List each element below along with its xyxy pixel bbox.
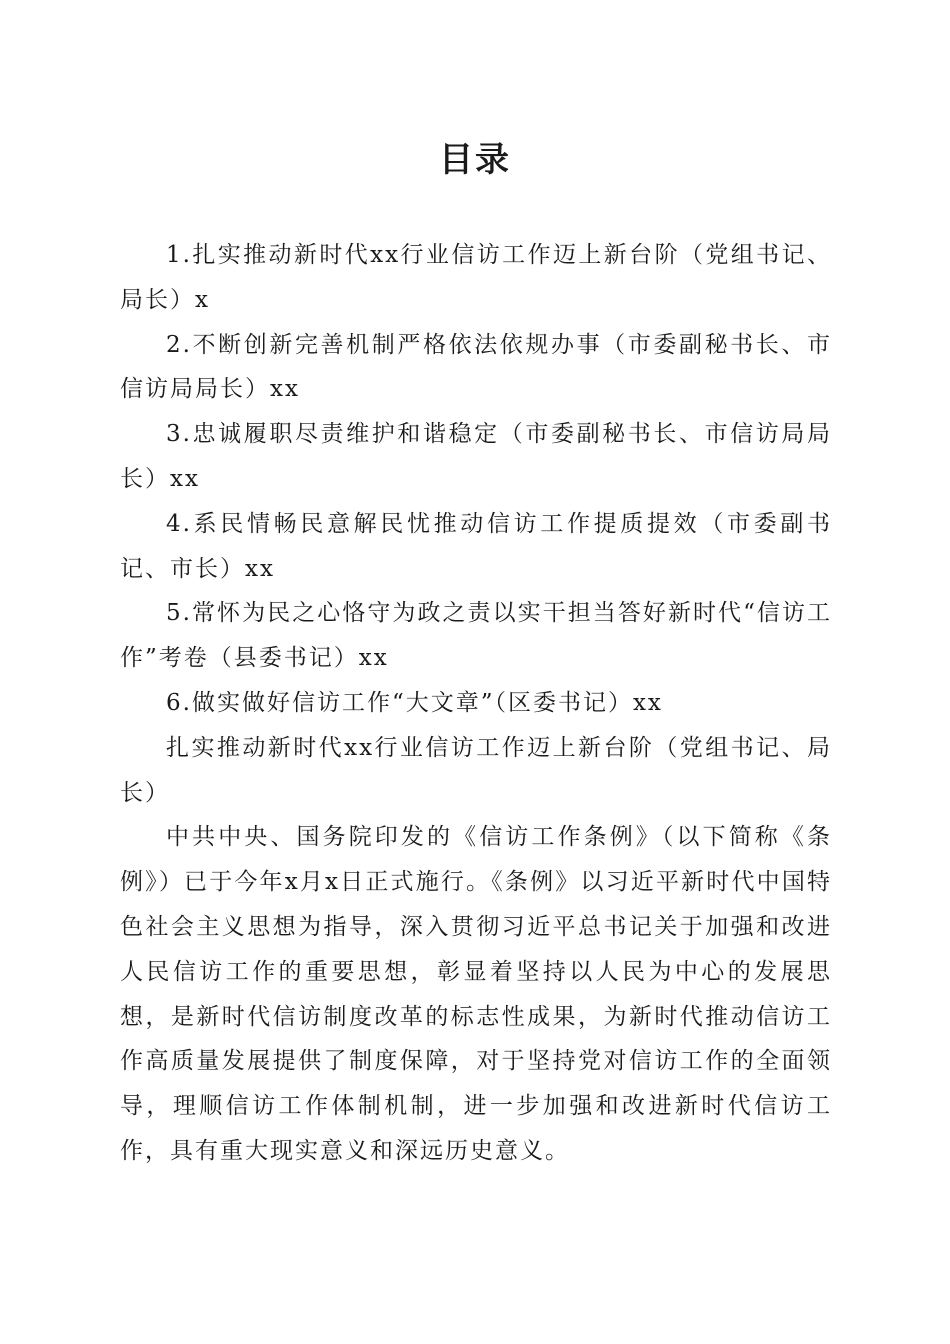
toc-item-4: 4.系民情畅民意解民忧推动信访工作提质提效（市委副书记、市长）xx — [120, 510, 832, 582]
toc-item-5: 5.常怀为民之心恪守为政之责以实干担当答好新时代“信访工作”考卷（县委书记）xx — [120, 600, 832, 672]
toc-item-3: 3.忠诚履职尽责维护和谐稳定（市委副秘书长、市信访局局长）xx — [120, 421, 832, 492]
document-body — [120, 233, 832, 1174]
article-heading: 扎实推动新时代xx行业信访工作迈上新台阶（党组书记、局长） — [120, 734, 832, 806]
toc-item-2: 2.不断创新完善机制严格依法依规办事（市委副秘书长、市信访局局长）xx — [120, 331, 832, 403]
page-title: 目录 — [439, 140, 511, 180]
toc-item-1: 1.扎实推动新时代xx行业信访工作迈上新台阶（党组书记、局长）x — [120, 242, 832, 313]
toc-item-6: 6.做实做好信访工作“大文章”（区委书记）xx — [166, 689, 663, 716]
body-paragraph: 中共中央、国务院印发的《信访工作条例》（以下简称《条例》）已于今年x月x日正式施行。《条例》以习近平新时代中国特色社会主义思想为指导，深入贯彻习近平总书记关于加强和改进人民信访工作的重要思想，彰显着坚持以人民为中心的发展思想，是新时代信访制度改革的标志性成果，为新时代推动信访工作高质量发展提供了制度保障，对于坚持党对信访工作的全面领导，理顺信访工作体制机制，进一步加强和改进新时代信访工作，具有重大现实意义和深远历史意义。 — [120, 824, 832, 1164]
